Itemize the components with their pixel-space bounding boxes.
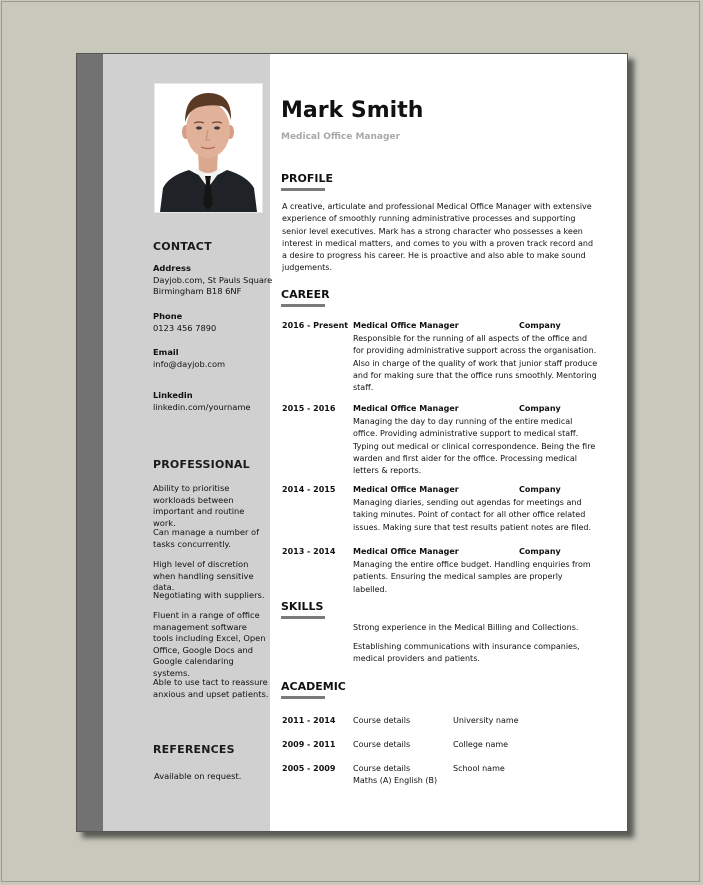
job-description: Managing diaries, sending out agendas for meetings and taking minutes. Point of contact for all other office related issues. Making sure that test results patient notes are filed.: [353, 498, 592, 532]
academic-course: Course details: [353, 764, 411, 773]
phone-label: Phone: [153, 311, 183, 321]
heading-underline: [281, 616, 325, 619]
job-description: Managing the entire office budget. Handling enquiries from patients. Ensuring the medical samples are properly labelled.: [353, 560, 591, 594]
job-years: 2013 - 2014: [282, 547, 336, 556]
resume-page: [76, 53, 628, 832]
address-block: [153, 263, 283, 298]
linkedin-block: [153, 390, 283, 413]
job-years: 2015 - 2016: [282, 404, 336, 413]
job-company: Company: [519, 547, 561, 556]
job-title: Medical Office Manager: [353, 547, 459, 556]
academic-years: 2011 - 2014: [282, 716, 336, 725]
career-heading-text: CAREER: [281, 288, 330, 301]
job-title: Medical Office Manager: [353, 321, 459, 330]
skills-heading-text: SKILLS: [281, 600, 324, 613]
academic-course: Course details: [353, 716, 411, 725]
address-line2: Birmingham B18 6NF: [153, 286, 242, 296]
references-heading: REFERENCES: [153, 743, 235, 756]
job-description: Managing the day to day running of the entire medical office. Providing administrative support to medical staff. Typing out medical or clinical correspondence. Being the fire warden and first aider for the office. Processing medical letters & reports.: [353, 417, 596, 476]
job-company: Company: [519, 321, 561, 330]
candidate-role: Medical Office Manager: [281, 132, 400, 142]
professional-item: Able to use tact to reassure anxious and upset patients.: [153, 677, 269, 699]
academic-grades: Maths (A) English (B): [353, 776, 438, 785]
email-block: [153, 347, 283, 370]
linkedin-label: Linkedin: [153, 390, 193, 400]
career-heading: [281, 288, 330, 307]
address-label: Address: [153, 263, 191, 273]
academic-years: 2009 - 2011: [282, 740, 336, 749]
profile-heading-text: PROFILE: [281, 172, 334, 185]
heading-underline: [281, 304, 325, 307]
professional-item: Ability to prioritise workloads between important and routine work.: [153, 483, 245, 528]
email-label: Email: [153, 347, 179, 357]
email-value: info@dayjob.com: [153, 358, 226, 369]
portrait-photo: [154, 83, 263, 213]
professional-item: Can manage a number of tasks concurrently.: [153, 527, 260, 549]
job-years: 2016 - Present: [282, 321, 349, 330]
skill-item: Establishing communications with insurance companies, medical providers and patients.: [353, 642, 580, 664]
job-title: Medical Office Manager: [353, 404, 459, 413]
academic-years: 2005 - 2009: [282, 764, 336, 773]
academic-school: College name: [453, 740, 509, 749]
address-line1: Dayjob.com, St Pauls Square: [153, 274, 273, 285]
sidebar: [103, 54, 273, 831]
candidate-name: Mark Smith: [281, 98, 424, 123]
skills-heading: [281, 600, 325, 619]
phone-block: [153, 311, 283, 334]
profile-heading: [281, 172, 333, 191]
skill-item: Strong experience in the Medical Billing and Collections.: [353, 623, 579, 632]
job-company: Company: [519, 485, 561, 494]
job-years: 2014 - 2015: [282, 485, 336, 494]
job-title: Medical Office Manager: [353, 485, 459, 494]
sidebar-strip: [77, 54, 103, 831]
heading-underline: [281, 696, 325, 699]
linkedin-value: linkedin.com/yourname: [153, 401, 251, 412]
professional-heading: PROFESSIONAL: [153, 458, 250, 471]
job-company: Company: [519, 404, 561, 413]
academic-school: University name: [453, 716, 519, 725]
references-text: Available on request.: [154, 771, 242, 781]
academic-school: School name: [453, 764, 505, 773]
professional-item: Fluent in a range of office management software tools including Excel, Open Office, Google Docs and Google calendaring systems.: [153, 610, 266, 678]
professional-item: Negotiating with suppliers.: [153, 590, 265, 600]
contact-heading: CONTACT: [153, 240, 212, 253]
job-description: Responsible for the running of all aspects of the office and for providing administrative support across the organisation. Also in charge of the quality of work that junior staff produce and for making sure that the office runs smoothly. Mentoring staff.: [353, 334, 598, 393]
academic-heading-text: ACADEMIC: [281, 680, 346, 693]
academic-course: Course details: [353, 740, 411, 749]
phone-value: 0123 456 7890: [153, 322, 217, 333]
heading-underline: [281, 188, 325, 191]
professional-item: High level of discretion when handling sensitive data.: [153, 559, 254, 592]
profile-text: A creative, articulate and professional Medical Office Manager with extensive experience of smoothly running administrative processes and supporting senior level executives. Mark has a strong character who possesses a keen interest in medical matters, and comes to you with a proven track record and a desire to progress his career. He is proactive and also able to make sound judgements.: [282, 202, 594, 273]
academic-heading: [281, 680, 346, 699]
